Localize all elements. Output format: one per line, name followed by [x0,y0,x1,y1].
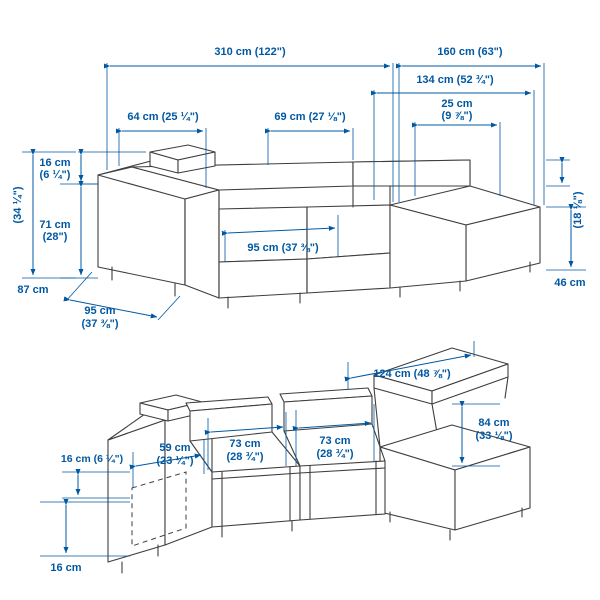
dim-124-label: 124 cm (48 ⅞") [373,367,451,380]
dim-16-bottom-label: 16 cm [50,561,82,574]
dim-95-depth-line2: (37 ⅜") [81,317,119,330]
dim-64-label: 64 cm (25 ¼") [127,110,199,123]
dim-71-label-line2: (28") [42,230,68,243]
dim-95-depth-line1: 95 cm [84,304,116,317]
dim-73a-line1: 73 cm [229,437,261,450]
sofa-front-view [98,145,540,308]
dim-59-line2: (23 ¼") [156,454,194,467]
seat-base-front-2 [307,253,390,293]
storage-frame-1 [212,466,300,527]
seat-cushion-2 [307,205,390,259]
dim-46-label-line2: (18 ⅛") [571,191,584,229]
dim-25-label-line2: (9 ⅞") [441,109,473,122]
dim-95-seat-label: 95 cm (37 ⅜") [247,241,319,254]
left-armrest-front [185,190,219,298]
dim-34-label: (34 ¼") [11,186,24,224]
dim-16-top-label: 16 cm (6 ¼") [60,452,124,465]
chaise-backrest [353,160,470,186]
dim-59-line1: 59 cm [159,441,191,454]
dim-84-line1: 84 cm [478,416,510,429]
dim-25-label-line1: 25 cm [441,97,473,110]
dim-71-label-line1: 71 cm [39,218,71,231]
dim-73b-line1: 73 cm [319,434,351,447]
storage-lid-1 [190,404,272,441]
dim-16-label-line1: 16 cm [39,156,71,169]
dim-73b-line2: (28 ¾") [316,447,354,460]
seat-base-front-1 [219,259,307,298]
dim-46-label-line1: 46 cm [554,276,586,289]
dim-87-label: 87 cm [17,283,49,296]
storage-frame-2 [300,461,385,520]
dim-16-label-line2: (6 ¼") [39,168,71,181]
dim-134-label: 134 cm (52 ¾") [416,73,494,86]
dim-69-label: 69 cm (27 ⅛") [274,110,346,123]
dim-84-line2: (33 ⅛") [475,429,513,442]
rear-left-arm-side [108,420,165,562]
dim-73a-line2: (28 ¾") [226,450,264,463]
dim-160-label: 160 cm (63") [437,45,503,58]
dim-310-label: 310 cm (122") [214,45,286,58]
